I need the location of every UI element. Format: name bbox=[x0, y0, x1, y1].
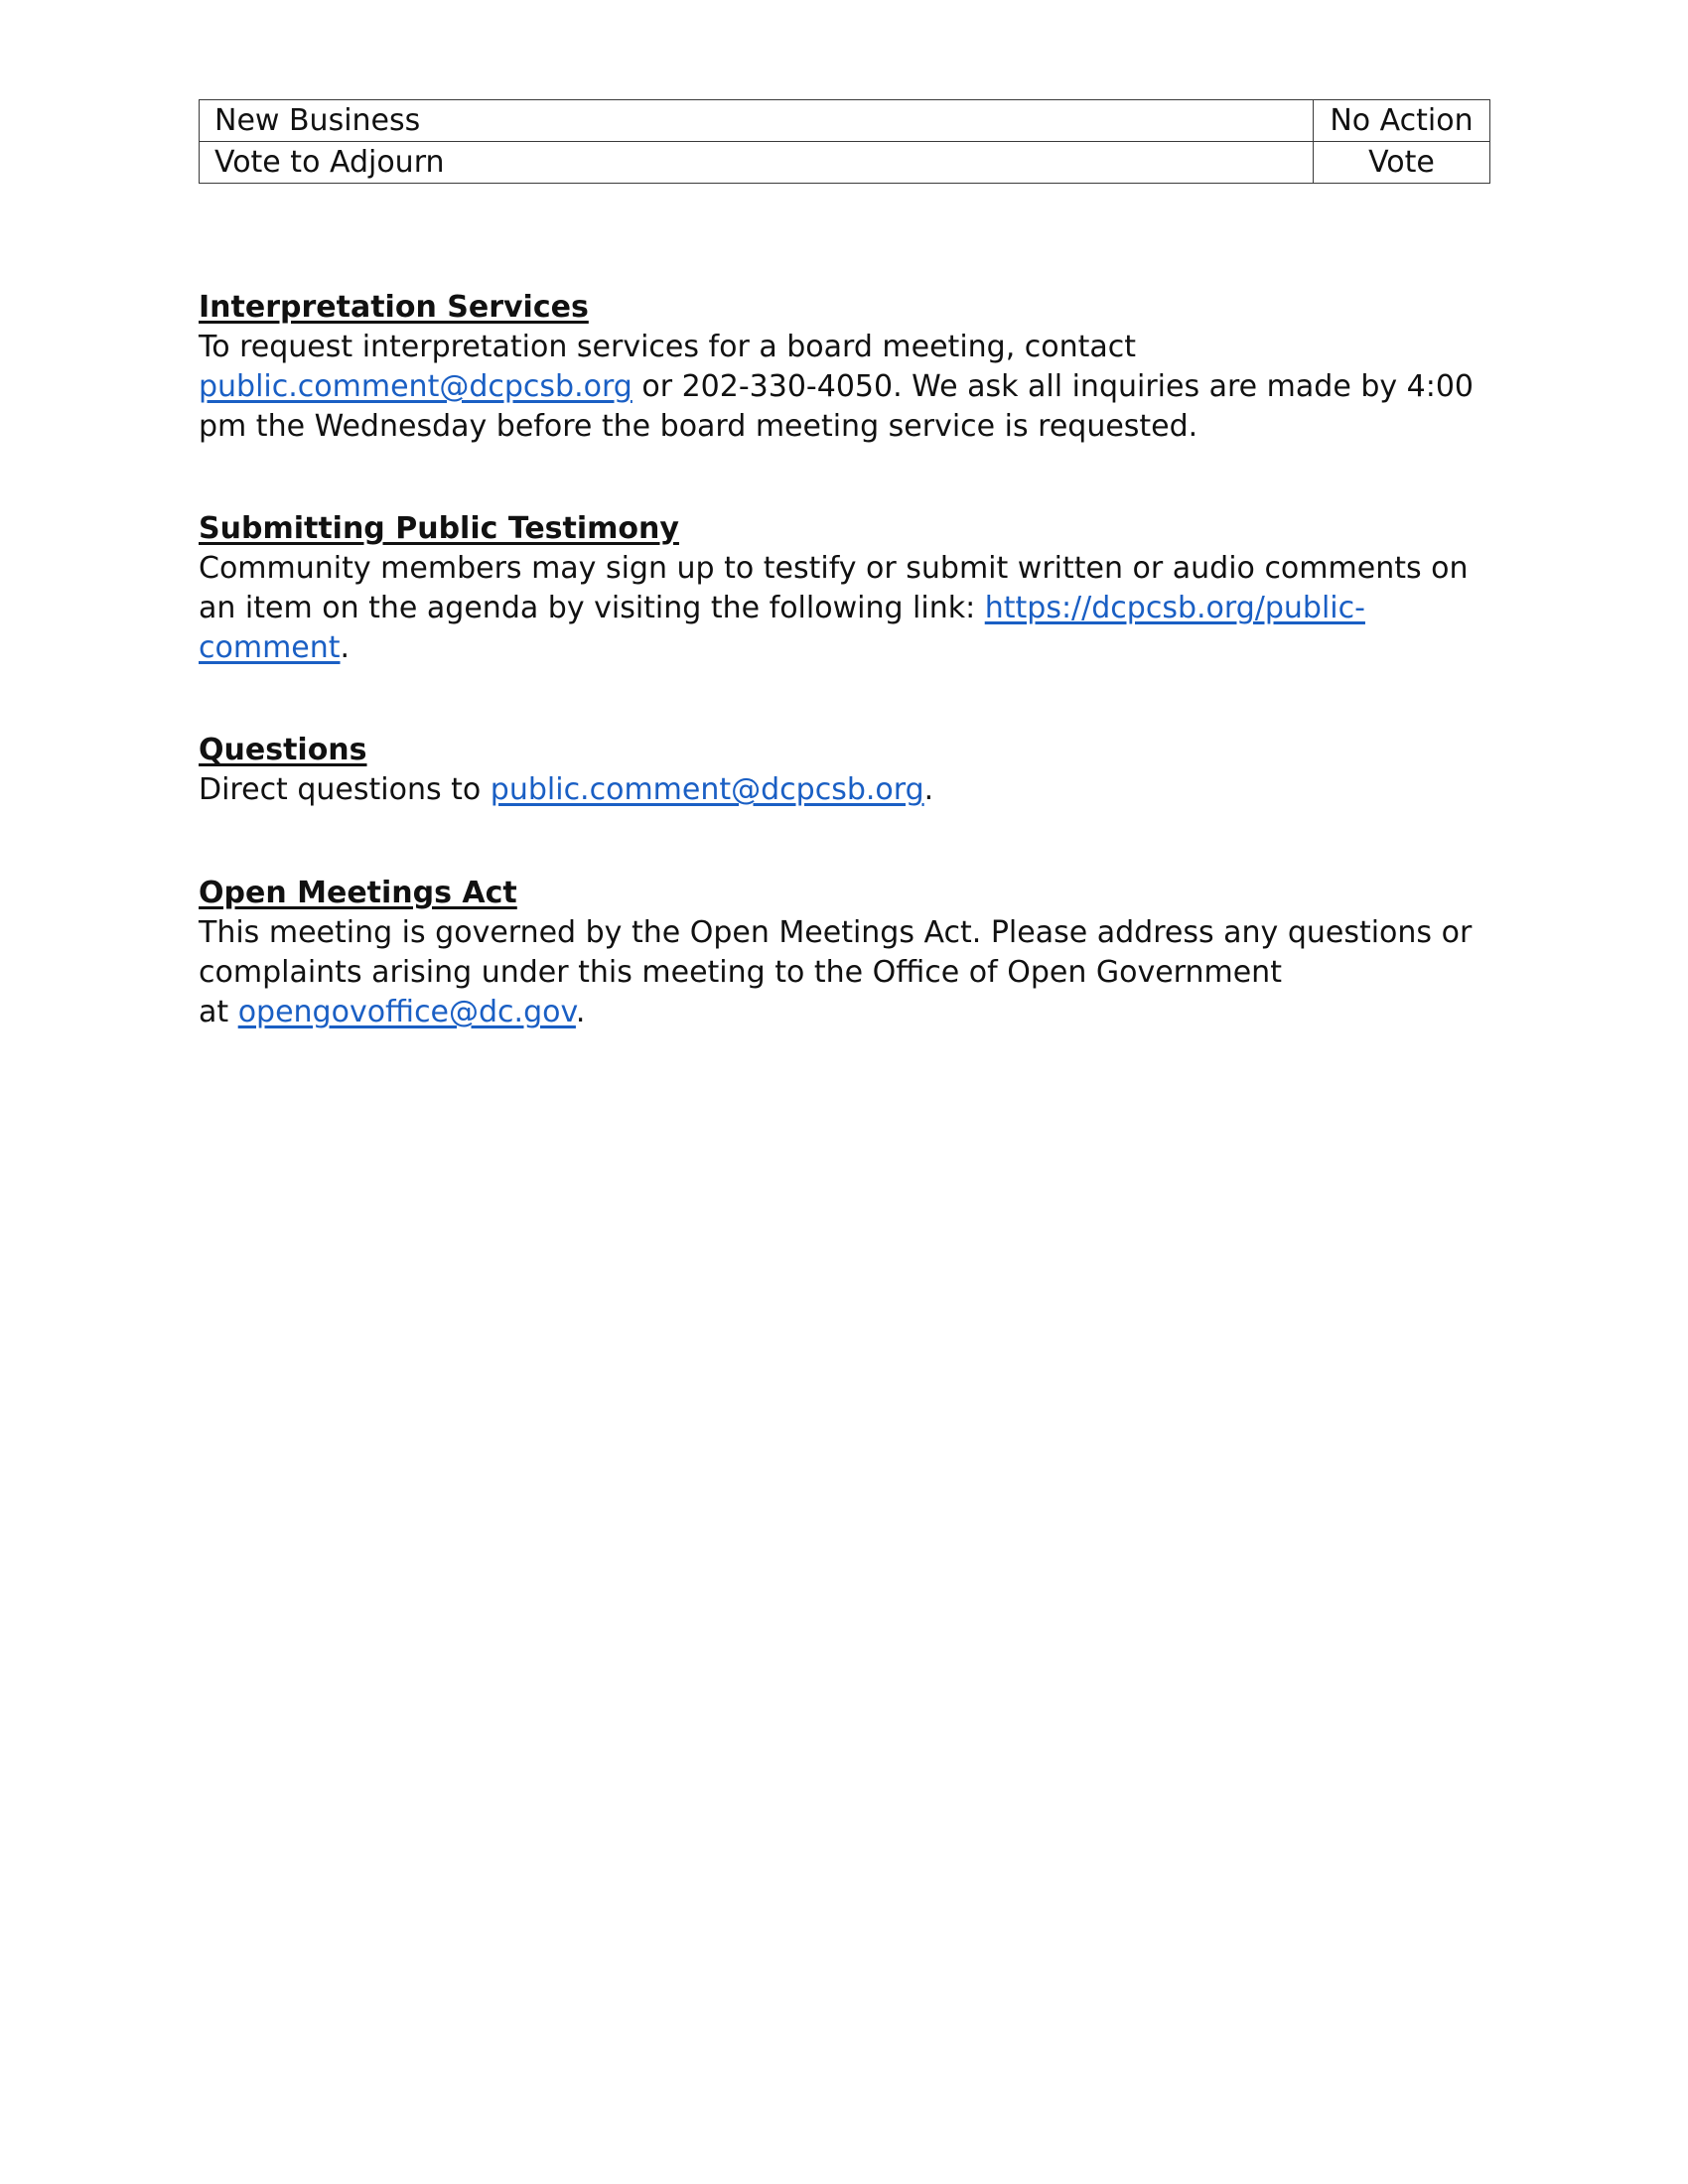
interpretation-text-2: or 202-330-4050. We ask all inquiries are made by 4:00 pm the Wednesday before the board meeting service is requested. bbox=[199, 369, 1475, 444]
interpretation-text bbox=[199, 328, 1499, 447]
testimony-text bbox=[199, 549, 1499, 668]
table-row bbox=[200, 100, 1490, 142]
open-meetings-heading: Open Meetings Act bbox=[199, 876, 517, 910]
open-gov-email-link[interactable]: opengovoffice@dc.gov bbox=[237, 995, 576, 1029]
testimony-text-1: Community members may sign up to testify or submit written or audio comments on an item on the agenda by visiting the following link: bbox=[199, 551, 1469, 625]
questions-text bbox=[199, 770, 1499, 810]
questions-heading: Questions bbox=[199, 733, 367, 767]
open-meetings-text bbox=[199, 913, 1499, 1032]
interpretation-section bbox=[199, 288, 1499, 447]
testimony-heading: Submitting Public Testimony bbox=[199, 511, 679, 546]
agenda-action-cell: Vote bbox=[1314, 142, 1490, 184]
interpretation-text-1: To request interpretation services for a board meeting, contact bbox=[199, 330, 1137, 364]
open-meetings-text-2: at bbox=[199, 995, 238, 1029]
public-comment-link[interactable]: https://dcpcsb.org/public-comment bbox=[199, 591, 1365, 665]
agenda-action-cell: No Action bbox=[1314, 100, 1490, 142]
interpretation-heading: Interpretation Services bbox=[199, 290, 589, 325]
questions-text-2: . bbox=[923, 772, 934, 807]
table-row bbox=[200, 142, 1490, 184]
agenda-table bbox=[199, 99, 1490, 184]
agenda-item-cell: New Business bbox=[200, 100, 1314, 142]
agenda-item-cell: Vote to Adjourn bbox=[200, 142, 1314, 184]
open-meetings-section bbox=[199, 874, 1499, 1032]
interpretation-email-link[interactable]: public.comment@dcpcsb.org bbox=[199, 369, 633, 404]
questions-email-link[interactable]: public.comment@dcpcsb.org bbox=[490, 772, 924, 807]
questions-text-1: Direct questions to bbox=[199, 772, 491, 807]
open-meetings-text-3: . bbox=[575, 995, 586, 1029]
open-meetings-text-1: This meeting is governed by the Open Meetings Act. Please address any questions or complaints arising under this meeting to the Office of Open Government bbox=[199, 915, 1473, 990]
questions-section bbox=[199, 731, 1499, 810]
testimony-text-2: . bbox=[340, 630, 351, 665]
testimony-section bbox=[199, 509, 1499, 668]
